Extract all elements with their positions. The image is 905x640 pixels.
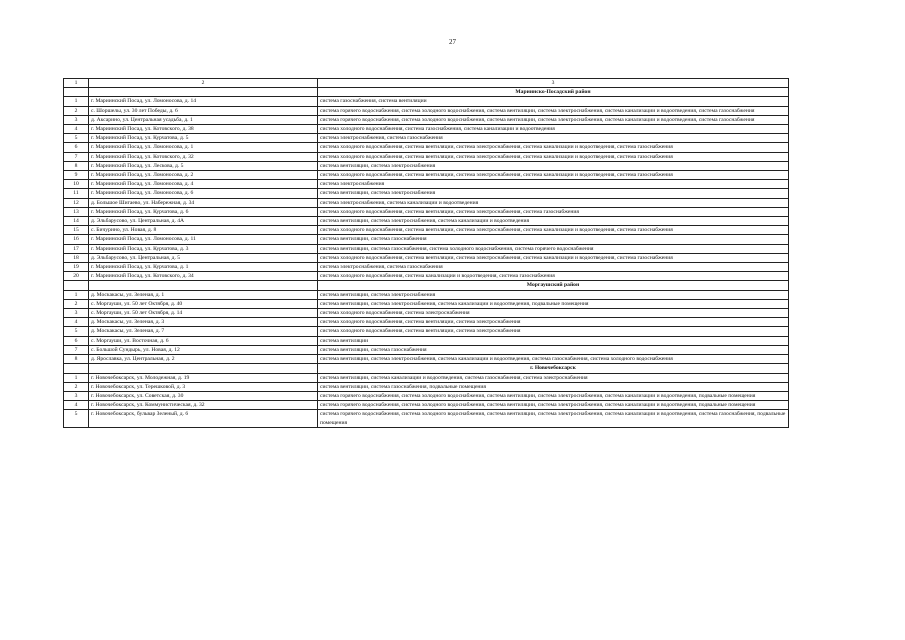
row-number: 4 (64, 125, 89, 134)
row-number: 7 (64, 152, 89, 161)
row-systems: система холодного водоснабжения, система вентиляции, система электроснабжения, система канализации и водоотведения, система газоснабжения (318, 171, 789, 180)
table-row (64, 106, 789, 115)
row-address: д. Ярославка, ул. Центральная, д. 2 (89, 355, 318, 364)
table-row (64, 134, 789, 143)
row-address: д. Аксарино, ул. Центральная усадьба, д. 1 (89, 115, 318, 124)
table-row (64, 373, 789, 382)
row-number: 1 (64, 373, 89, 382)
row-number: 6 (64, 143, 89, 152)
row-number: 5 (64, 327, 89, 336)
table-row (64, 318, 789, 327)
header-col-2: 2 (89, 79, 318, 88)
row-address: г. Мариинский Посад, ул. Курчатова, д. 3 (89, 244, 318, 253)
table-row (64, 244, 789, 253)
row-systems: система вентиляции (318, 336, 789, 345)
row-address: г. Мариинский Посад, ул. Лескова, д. 5 (89, 161, 318, 170)
row-systems: система холодного водоснабжения, система вентиляции, система электроснабжения, система канализации и водоотведения, система газоснабжения (318, 226, 789, 235)
table-row (64, 226, 789, 235)
table-body (64, 79, 789, 428)
row-address: г. Мариинский Посад, ул. Ломоносова, д. 4 (89, 180, 318, 189)
table-row (64, 410, 789, 427)
row-number: 13 (64, 207, 89, 216)
row-address: г. Мариинский Посад, ул. Курчатова, д. 1 (89, 263, 318, 272)
row-address: г. Мариинский Посад, ул. Курчатова, д. 5 (89, 134, 318, 143)
table-row (64, 391, 789, 400)
section-spacer (64, 281, 89, 290)
row-address: г. Мариинский Посад, ул. Ломоносова, д. 1 (89, 143, 318, 152)
header-col-3: 3 (318, 79, 789, 88)
table-row (64, 152, 789, 161)
row-number: 1 (64, 290, 89, 299)
table-row (64, 272, 789, 281)
row-number: 9 (64, 171, 89, 180)
row-number: 16 (64, 235, 89, 244)
table-row (64, 143, 789, 152)
row-systems: система вентиляции, система канализации и водоотведения, система газоснабжения, система электроснабжения (318, 373, 789, 382)
table-row (64, 382, 789, 391)
row-systems: система вентиляции, система электроснабжения, система канализации и водоотведения (318, 217, 789, 226)
section-spacer (64, 364, 89, 373)
section-row (64, 364, 789, 373)
section-title: Мариинско-Посадский район (318, 88, 789, 97)
section-spacer (89, 88, 318, 97)
table-row (64, 171, 789, 180)
table-row (64, 336, 789, 345)
table-row (64, 217, 789, 226)
table-row (64, 309, 789, 318)
row-address: д. Эльбарусово, ул. Центральная, д. 4А (89, 217, 318, 226)
table-row (64, 97, 789, 106)
row-systems: система вентиляции, система электроснабжения, система канализации и водоотведения, система газоснабжения, система холодного водоснабжения (318, 355, 789, 364)
row-address: г. Новочебоксарск, ул. Молодежная, д. 19 (89, 373, 318, 382)
row-number: 5 (64, 134, 89, 143)
row-systems: система холодного водоснабжения, система вентиляции, система электроснабжения, система канализации и водоотведения, система газоснабжения (318, 152, 789, 161)
table-row (64, 207, 789, 216)
header-row (64, 79, 789, 88)
table-row (64, 189, 789, 198)
row-address: д. Эльбарусово, ул. Центральная, д. 5 (89, 253, 318, 262)
row-number: 8 (64, 161, 89, 170)
table-row (64, 161, 789, 170)
row-number: 6 (64, 336, 89, 345)
table-row (64, 180, 789, 189)
table-row (64, 253, 789, 262)
row-address: г. Новочебоксарск, ул. Советская, д. 30 (89, 391, 318, 400)
row-systems: система вентиляции, система газоснабжения (318, 235, 789, 244)
table-row (64, 299, 789, 308)
object-register-table (63, 78, 789, 428)
row-systems: система горячего водоснабжения, система холодного водоснабжения, система вентиляции, система электроснабжения, система канализации и водоотведения, система газоснабжения, подвальные помещения (318, 410, 789, 427)
row-address: с. Шоршелы, ул. 30 лет Победы, д. 6 (89, 106, 318, 115)
table-row (64, 263, 789, 272)
row-address: д. Москакасы, ул. Зеленая, д. 3 (89, 318, 318, 327)
row-number: 11 (64, 189, 89, 198)
table-row (64, 345, 789, 354)
row-address: г. Мариинский Посад, ул. Ломоносова, д. 11 (89, 235, 318, 244)
header-col-1: 1 (64, 79, 89, 88)
row-systems: система горячего водоснабжения, система холодного водоснабжения, система вентиляции, система электроснабжения, система канализации и водоотведения, подвальные помещения (318, 401, 789, 410)
row-systems: система электроснабжения, система газоснабжения (318, 134, 789, 143)
row-address: г. Мариинский Посад, ул. Ломоносова, д. 14 (89, 97, 318, 106)
row-number: 1 (64, 97, 89, 106)
row-number: 4 (64, 318, 89, 327)
row-systems: система холодного водоснабжения, система вентиляции, система электроснабжения, система канализации и водоотведения, система газоснабжения (318, 253, 789, 262)
section-title: Моргаушский район (318, 281, 789, 290)
row-systems: система горячего водоснабжения, система холодного водоснабжения, система вентиляции, система электроснабжения, система канализации и водоотведения, система газоснабжения (318, 115, 789, 124)
row-systems: система вентиляции, система газоснабжения, подвальные помещения (318, 382, 789, 391)
row-address: г. Мариинский Посад, ул. Котовского, д. 32 (89, 152, 318, 161)
row-number: 18 (64, 253, 89, 262)
section-row (64, 88, 789, 97)
row-address: с. Большой Сундырь, ул. Новая, д. 12 (89, 345, 318, 354)
section-title: г. Новочебоксарск (318, 364, 789, 373)
row-address: г. Новочебоксарск, ул. Терешковой, д. 3 (89, 382, 318, 391)
row-address: г. Новочебоксарск, бульвар Зеленый, д. 6 (89, 410, 318, 427)
table-row (64, 235, 789, 244)
row-address: г. Мариинский Посад, ул. Курчатова, д. 6 (89, 207, 318, 216)
row-address: с. Моргауши, ул. Восточная, д. 6 (89, 336, 318, 345)
row-number: 10 (64, 180, 89, 189)
table-row (64, 401, 789, 410)
row-address: с. Моргауши, ул. 50 лет Октября, д. 40 (89, 299, 318, 308)
row-number: 2 (64, 106, 89, 115)
row-number: 19 (64, 263, 89, 272)
row-number: 3 (64, 309, 89, 318)
row-number: 20 (64, 272, 89, 281)
row-number: 3 (64, 391, 89, 400)
row-address: г. Мариинский Посад, ул. Ломоносова, д. 6 (89, 189, 318, 198)
page-number: 27 (449, 38, 456, 46)
row-systems: система холодного водоснабжения, система канализации и водоотведения, система газоснабжения (318, 272, 789, 281)
row-number: 7 (64, 345, 89, 354)
row-systems: система вентиляции, система электроснабжения (318, 161, 789, 170)
row-systems: система вентиляции, система электроснабжения (318, 290, 789, 299)
row-number: 5 (64, 410, 89, 427)
row-address: с. Бичурино, ул. Новая, д. 8 (89, 226, 318, 235)
table-row (64, 125, 789, 134)
row-number: 4 (64, 401, 89, 410)
row-address: д. Большое Шигаево, ул. Набережная, д. 34 (89, 198, 318, 207)
section-spacer (89, 281, 318, 290)
row-systems: система холодного водоснабжения, система вентиляции, система электроснабжения (318, 318, 789, 327)
row-systems: система холодного водоснабжения, система вентиляции, система электроснабжения (318, 327, 789, 336)
row-number: 2 (64, 299, 89, 308)
row-address: г. Мариинский Посад, ул. Котовского, д. 34 (89, 272, 318, 281)
table-row (64, 327, 789, 336)
row-number: 17 (64, 244, 89, 253)
row-number: 14 (64, 217, 89, 226)
row-systems: система вентиляции, система электроснабжения, система канализации и водоотведения, подвальные помещения (318, 299, 789, 308)
table-row (64, 355, 789, 364)
table-row (64, 290, 789, 299)
row-number: 3 (64, 115, 89, 124)
row-number: 15 (64, 226, 89, 235)
row-address: г. Мариинский Посад, ул. Ломоносова, д. 2 (89, 171, 318, 180)
row-address: г. Новочебоксарск, ул. Коммунистическая, д. 32 (89, 401, 318, 410)
row-address: с. Моргауши, ул. 50 лет Октября, д. 14 (89, 309, 318, 318)
row-systems: система холодного водоснабжения, система вентиляции, система электроснабжения, система канализации и водоотведения, система газоснабжения (318, 143, 789, 152)
row-systems: система холодного водоснабжения, система газоснабжения, система канализации и водоотведения (318, 125, 789, 134)
row-systems: система вентиляции, система газоснабжения, система холодного водоснабжения, система горячего водоснабжения (318, 244, 789, 253)
row-number: 2 (64, 382, 89, 391)
row-systems: система вентиляции, система электроснабжения (318, 189, 789, 198)
row-address: г. Мариинский Посад, ул. Котовского, д. 38 (89, 125, 318, 134)
row-systems: система вентиляции, система газоснабжения (318, 345, 789, 354)
row-systems: система горячего водоснабжения, система холодного водоснабжения, система вентиляции, система электроснабжения, система канализации и водоотведения, подвальные помещения (318, 391, 789, 400)
section-row (64, 281, 789, 290)
row-systems: система электроснабжения, система газоснабжения (318, 263, 789, 272)
row-systems: система газоснабжения, система вентиляции (318, 97, 789, 106)
row-systems: система холодного водоснабжения, система электроснабжения (318, 309, 789, 318)
row-systems: система холодного водоснабжения, система вентиляции, система электроснабжения, система газоснабжения (318, 207, 789, 216)
section-spacer (89, 364, 318, 373)
row-address: д. Москакасы, ул. Зеленая, д. 7 (89, 327, 318, 336)
row-number: 12 (64, 198, 89, 207)
table-row (64, 115, 789, 124)
section-spacer (64, 88, 89, 97)
table-row (64, 198, 789, 207)
row-address: д. Москакасы, ул. Зеленая, д. 1 (89, 290, 318, 299)
row-systems: система электроснабжения (318, 180, 789, 189)
row-number: 8 (64, 355, 89, 364)
row-systems: система горячего водоснабжения, система холодного водоснабжения, система вентиляции, система электроснабжения, система канализации и водоотведения, система газоснабжения (318, 106, 789, 115)
row-systems: система электроснабжения, система канализации и водоотведения (318, 198, 789, 207)
